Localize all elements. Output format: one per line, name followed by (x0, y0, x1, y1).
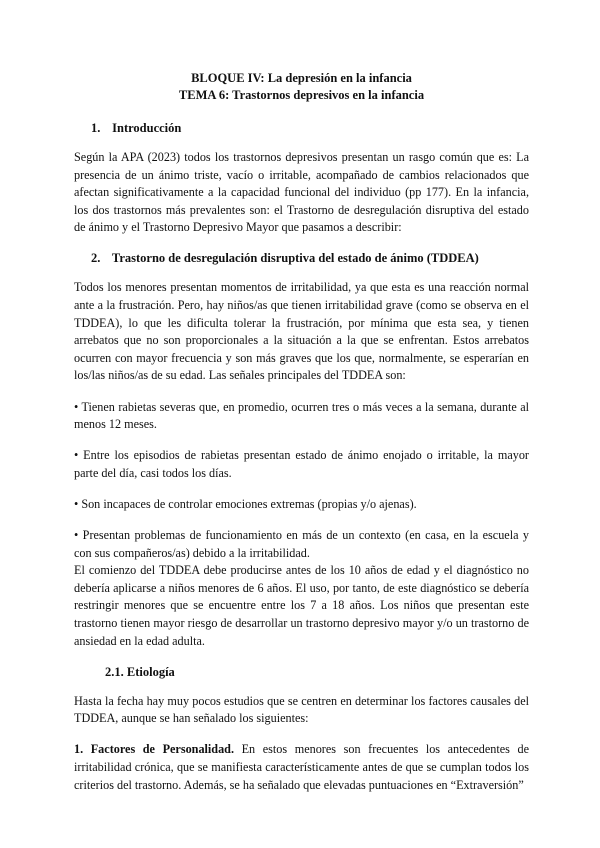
section-heading-tddea (91, 250, 529, 267)
paragraph-lead: 1. Factores de Personalidad. (74, 742, 235, 757)
bullet-item: • Tienen rabietas severas que, en promedio, ocurren tres o más veces a la semana, durante al menos 12 meses. (74, 399, 529, 432)
paragraph: Todos los menores presentan momentos de irritabilidad, ya que esta es una reacción normal ante a la frustración. Pero, hay niños/as que tienen irritabilidad grave (como se observa en el TDDEA), lo que les dificulta tolerar la frustración, por mínima que esta sea, y tienen arrebatos que no son proporcionales a la situación a la que se enfrentan. Estos arrebatos ocurren con mayor frecuencia y son más graves que los que, normalmente, se esperarían en los/las niños/as de su edad. Las señales principales del TDDEA son: (74, 280, 529, 383)
paragraph: Según la APA (2023) todos los trastornos depresivos presentan un rasgo común que es: La presencia de un ánimo triste, vacío o irritable, acompañado de cambios relacionados que afectan significativamente a la capacidad funcional del individuo (pp 177). En la infancia, los dos trastornos más prevalentes son: el Trastorno de desregulación disruptiva del estado de ánimo y el Trastorno Depresivo Mayor que pasamos a describir: (74, 150, 529, 235)
section-number: 1. (91, 121, 101, 135)
section-heading-text: Trastorno de desregulación disruptiva del estado de ánimo (TDDEA) (111, 251, 479, 266)
bullet-item: • Entre los episodios de rabietas presentan estado de ánimo enojado o irritable, la mayor parte del día, casi todos los días. (74, 448, 529, 480)
block-title: BLOQUE IV: La depresión en la infancia (191, 71, 412, 85)
document-title (74, 70, 529, 104)
paragraph: Hasta la fecha hay muy pocos estudios que se centren en determinar los factores causales del TDDEA, aunque se han señalado los siguientes: (74, 693, 529, 726)
bullet-item: • Presentan problemas de funcionamiento en más de un contexto (en casa, en la escuela y con sus compañeros/as) debido a la irritabilidad. (74, 528, 529, 560)
paragraph-text: En estos menores son frecuentes los antecedentes de irritabilidad crónica, que se manifiesta característicamente antes de que se cumplan todos los criterios del trastorno. Además, se ha señalado que elevadas puntuaciones en “Extraversión” (74, 742, 529, 792)
section-heading-introduccion (91, 120, 529, 137)
paragraph (74, 741, 529, 794)
document-body (74, 70, 529, 808)
paragraph: El comienzo del TDDEA debe producirse antes de los 10 años de edad y el diagnóstico no debería aplicarse a niños menores de 6 años. El uso, por tanto, de este diagnóstico se debería restringir menores que se encuentre entre los 7 a 18 años. Los niños que presentan este trastorno tienen mayor riesgo de desarrollar un trastorno depresivo mayor y/o un trastorno de ansiedad en la edad adulta. (74, 563, 529, 648)
topic-title: TEMA 6: Trastornos depresivos en la infancia (178, 88, 425, 102)
section-heading-text: Introducción (112, 121, 182, 135)
subsection-heading-etiologia: 2.1. Etiología (105, 664, 175, 679)
section-number: 2. (91, 251, 101, 266)
bullet-item: • Son incapaces de controlar emociones extremas (propias y/o ajenas). (74, 496, 417, 511)
